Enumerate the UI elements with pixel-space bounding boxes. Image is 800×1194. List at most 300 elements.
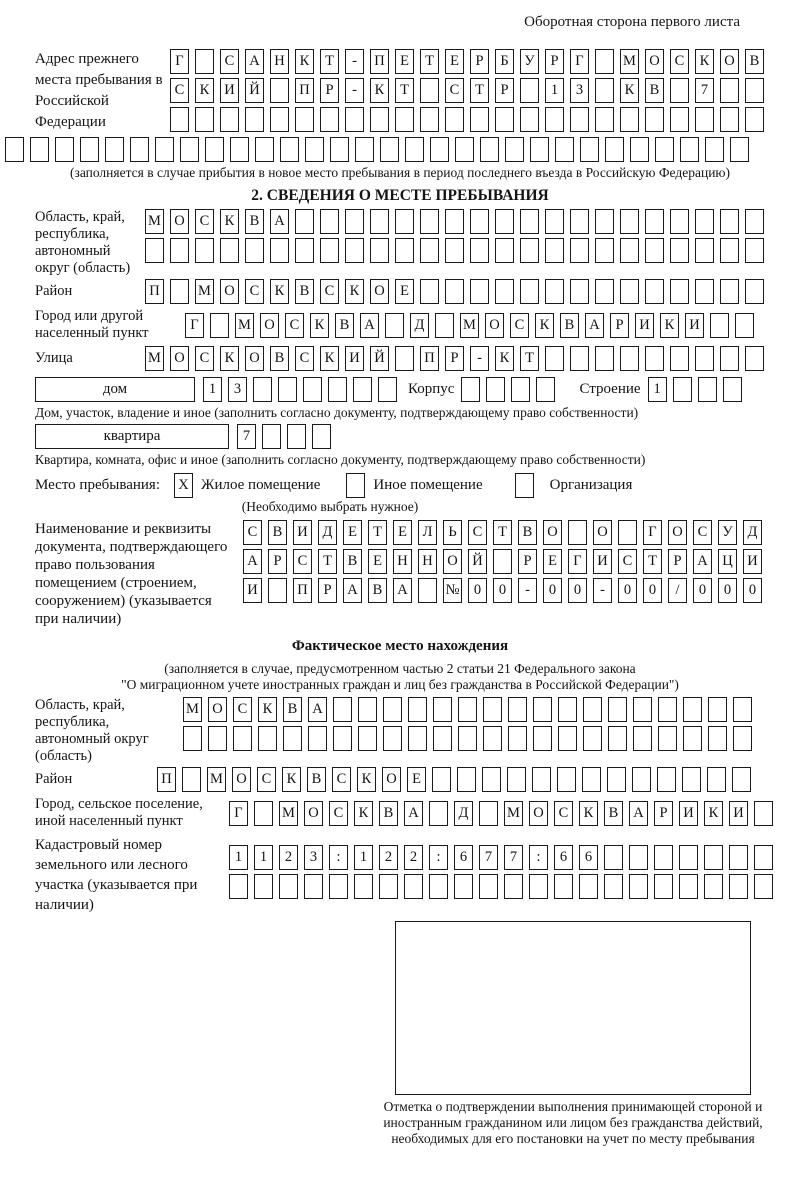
char-cell	[195, 49, 214, 74]
char-cell: О	[208, 697, 227, 722]
char-cell: 0	[618, 578, 637, 603]
char-cell: П	[145, 279, 164, 304]
char-cell	[262, 424, 281, 449]
char-cell	[420, 209, 439, 234]
char-cell	[457, 767, 476, 792]
actual-region-label: Область, край, республика, автономный округ (область)	[35, 697, 149, 764]
prev-address-row-4	[5, 137, 800, 162]
char-cell: С	[170, 78, 189, 103]
char-cell: М	[207, 767, 226, 792]
char-cell: Т	[420, 49, 439, 74]
char-cell	[480, 137, 499, 162]
char-cell: О	[645, 49, 664, 74]
char-cell: /	[668, 578, 687, 603]
char-cell	[346, 473, 365, 498]
char-cell: У	[520, 49, 539, 74]
char-cell	[536, 377, 555, 402]
char-cell: К	[695, 49, 714, 74]
apartment-number-cells	[237, 424, 331, 449]
char-cell: А	[308, 697, 327, 722]
char-cell	[245, 238, 264, 263]
char-cell: Е	[395, 279, 414, 304]
char-cell	[680, 137, 699, 162]
char-cell	[670, 209, 689, 234]
char-cell: -	[470, 346, 489, 371]
char-cell: С	[220, 49, 239, 74]
char-cell	[520, 107, 539, 132]
char-cell: С	[332, 767, 351, 792]
char-cell: В	[335, 313, 354, 338]
char-cell: 3	[304, 845, 323, 870]
char-cell: М	[195, 279, 214, 304]
char-cell	[720, 209, 739, 234]
char-cell	[358, 726, 377, 751]
char-cell: 6	[579, 845, 598, 870]
char-cell: К	[357, 767, 376, 792]
char-cell: П	[157, 767, 176, 792]
char-cell	[345, 107, 364, 132]
char-cell	[370, 107, 389, 132]
char-cell: 6	[554, 845, 573, 870]
char-cell	[620, 209, 639, 234]
char-cell: А	[629, 801, 648, 826]
char-cell	[433, 726, 452, 751]
stroenie-label: Строение	[579, 381, 641, 397]
char-cell: Е	[343, 520, 362, 545]
char-cell: С	[670, 49, 689, 74]
char-cell	[370, 209, 389, 234]
char-cell: Г	[229, 801, 248, 826]
char-cell	[580, 137, 599, 162]
char-cell	[670, 238, 689, 263]
char-cell: С	[245, 279, 264, 304]
char-cell	[445, 238, 464, 263]
char-cell	[658, 726, 677, 751]
district-row	[145, 279, 764, 304]
char-cell: 1	[545, 78, 564, 103]
char-cell: Г	[643, 520, 662, 545]
char-cell: 0	[743, 578, 762, 603]
char-cell	[429, 801, 448, 826]
char-cell: С	[195, 346, 214, 371]
char-cell: В	[645, 78, 664, 103]
char-cell: 1	[203, 377, 222, 402]
char-cell: В	[368, 578, 387, 603]
char-cell: М	[145, 209, 164, 234]
char-cell: А	[404, 801, 423, 826]
document-row-2	[243, 549, 762, 574]
char-cell	[630, 137, 649, 162]
char-cell	[230, 137, 249, 162]
char-cell: 0	[568, 578, 587, 603]
char-cell	[520, 279, 539, 304]
char-cell: У	[718, 520, 737, 545]
stay-type-option-organization: Организация	[549, 477, 633, 493]
char-cell	[495, 238, 514, 263]
char-cell	[461, 377, 480, 402]
char-cell: К	[579, 801, 598, 826]
char-cell: 7	[695, 78, 714, 103]
char-cell	[333, 726, 352, 751]
char-cell: В	[245, 209, 264, 234]
char-cell	[604, 845, 623, 870]
char-cell: А	[245, 49, 264, 74]
char-cell	[545, 107, 564, 132]
char-cell: Е	[407, 767, 426, 792]
char-cell: 1	[254, 845, 273, 870]
char-cell	[379, 874, 398, 899]
char-cell: О	[543, 520, 562, 545]
char-cell	[329, 874, 348, 899]
char-cell	[470, 279, 489, 304]
char-cell	[80, 137, 99, 162]
char-cell: И	[243, 578, 262, 603]
char-cell: :	[429, 845, 448, 870]
char-cell: Е	[368, 549, 387, 574]
char-cell	[673, 377, 692, 402]
char-cell: В	[283, 697, 302, 722]
char-cell: 6	[454, 845, 473, 870]
char-cell: Т	[493, 520, 512, 545]
char-cell	[723, 377, 742, 402]
char-cell: С	[693, 520, 712, 545]
char-cell: М	[183, 697, 202, 722]
char-cell: В	[343, 549, 362, 574]
prev-address-row-2	[170, 78, 764, 103]
char-cell	[432, 767, 451, 792]
char-cell	[683, 697, 702, 722]
char-cell	[220, 107, 239, 132]
char-cell: -	[593, 578, 612, 603]
char-cell	[754, 845, 773, 870]
char-cell	[345, 238, 364, 263]
char-cell: В	[560, 313, 579, 338]
char-cell	[605, 137, 624, 162]
char-cell: П	[293, 578, 312, 603]
stay-type-checkbox-residential	[174, 473, 193, 498]
char-cell	[645, 346, 664, 371]
char-cell	[328, 377, 347, 402]
char-cell	[486, 377, 505, 402]
char-cell	[745, 346, 764, 371]
char-cell: И	[593, 549, 612, 574]
char-cell: В	[307, 767, 326, 792]
char-cell	[708, 726, 727, 751]
char-cell	[385, 313, 404, 338]
char-cell	[520, 209, 539, 234]
char-cell	[595, 209, 614, 234]
region-block	[0, 209, 800, 277]
char-cell	[720, 279, 739, 304]
char-cell	[280, 137, 299, 162]
char-cell: Е	[393, 520, 412, 545]
char-cell: Н	[418, 549, 437, 574]
actual-region-row-2	[183, 726, 752, 751]
char-cell	[479, 874, 498, 899]
char-cell	[533, 726, 552, 751]
char-cell: С	[257, 767, 276, 792]
char-cell	[245, 107, 264, 132]
char-cell	[205, 137, 224, 162]
char-cell	[408, 726, 427, 751]
char-cell: 7	[237, 424, 256, 449]
char-cell: О	[529, 801, 548, 826]
char-cell: К	[282, 767, 301, 792]
actual-location-note-2: "О миграционном учете иностранных граждан и лиц без гражданства в Российской Федерации")	[121, 677, 679, 692]
char-cell	[355, 137, 374, 162]
char-cell: М	[504, 801, 523, 826]
char-cell	[604, 874, 623, 899]
char-cell: К	[310, 313, 329, 338]
street-label: Улица	[35, 350, 73, 366]
char-cell	[620, 107, 639, 132]
char-cell: С	[329, 801, 348, 826]
char-cell	[130, 137, 149, 162]
char-cell	[330, 137, 349, 162]
char-cell	[695, 107, 714, 132]
char-cell	[583, 726, 602, 751]
char-cell: К	[195, 78, 214, 103]
cadastre-row-1	[229, 845, 773, 870]
char-cell: О	[245, 346, 264, 371]
char-cell: 1	[354, 845, 373, 870]
char-cell	[270, 107, 289, 132]
char-cell	[529, 874, 548, 899]
char-cell: И	[679, 801, 698, 826]
char-cell	[495, 209, 514, 234]
char-cell: С	[618, 549, 637, 574]
char-cell	[155, 137, 174, 162]
char-cell	[654, 845, 673, 870]
region-label: Область, край, республика, автономный округ (область)	[35, 209, 131, 276]
char-cell	[320, 107, 339, 132]
actual-district-row	[157, 767, 751, 792]
char-cell: №	[443, 578, 462, 603]
document-row-3	[243, 578, 762, 603]
char-cell: Р	[268, 549, 287, 574]
char-cell: О	[304, 801, 323, 826]
char-cell	[720, 346, 739, 371]
char-cell: К	[370, 78, 389, 103]
char-cell	[395, 209, 414, 234]
char-cell	[483, 697, 502, 722]
char-cell: И	[635, 313, 654, 338]
char-cell	[270, 238, 289, 263]
actual-location-title: Фактическое место нахождения	[291, 638, 509, 654]
char-cell	[654, 874, 673, 899]
char-cell	[504, 874, 523, 899]
char-cell: И	[220, 78, 239, 103]
char-cell	[729, 874, 748, 899]
char-cell	[570, 238, 589, 263]
char-cell	[320, 209, 339, 234]
char-cell: К	[220, 209, 239, 234]
char-cell	[570, 346, 589, 371]
char-cell: В	[295, 279, 314, 304]
char-cell: Д	[410, 313, 429, 338]
char-cell: Т	[320, 49, 339, 74]
char-cell	[620, 346, 639, 371]
char-cell	[170, 107, 189, 132]
char-cell	[354, 874, 373, 899]
char-cell: Й	[468, 549, 487, 574]
char-cell: Р	[668, 549, 687, 574]
char-cell: О	[260, 313, 279, 338]
char-cell	[695, 346, 714, 371]
korpus-label: Корпус	[408, 381, 455, 397]
char-cell: Р	[445, 346, 464, 371]
char-cell	[380, 137, 399, 162]
char-cell	[507, 767, 526, 792]
char-cell	[745, 279, 764, 304]
char-cell: 3	[570, 78, 589, 103]
char-cell	[303, 377, 322, 402]
actual-district-label: Район	[35, 771, 73, 787]
region-row-1	[145, 209, 764, 234]
char-cell	[545, 346, 564, 371]
char-cell: К	[270, 279, 289, 304]
char-cell: Р	[320, 78, 339, 103]
char-cell	[182, 767, 201, 792]
char-cell	[180, 137, 199, 162]
char-cell	[607, 767, 626, 792]
char-cell: К	[258, 697, 277, 722]
char-cell	[745, 78, 764, 103]
char-cell	[279, 874, 298, 899]
document-row-1	[243, 520, 762, 545]
char-cell: О	[485, 313, 504, 338]
char-cell	[445, 279, 464, 304]
char-cell	[305, 137, 324, 162]
char-cell	[582, 767, 601, 792]
document-block	[0, 520, 800, 628]
char-cell: С	[285, 313, 304, 338]
char-cell: М	[620, 49, 639, 74]
char-cell	[679, 845, 698, 870]
char-cell	[515, 473, 534, 498]
char-cell: О	[220, 279, 239, 304]
char-cell: К	[354, 801, 373, 826]
char-cell	[733, 697, 752, 722]
char-cell	[482, 767, 501, 792]
char-cell	[420, 279, 439, 304]
char-cell: А	[243, 549, 262, 574]
char-cell	[511, 377, 530, 402]
char-cell	[470, 107, 489, 132]
char-cell	[295, 107, 314, 132]
char-cell	[595, 279, 614, 304]
char-cell: О	[382, 767, 401, 792]
char-cell	[657, 767, 676, 792]
char-cell	[395, 238, 414, 263]
char-cell: 7	[504, 845, 523, 870]
char-cell	[695, 209, 714, 234]
char-cell	[570, 209, 589, 234]
char-cell	[545, 238, 564, 263]
char-cell: 0	[468, 578, 487, 603]
char-cell	[558, 726, 577, 751]
char-cell	[530, 137, 549, 162]
char-cell	[730, 137, 749, 162]
char-cell	[320, 238, 339, 263]
char-cell	[555, 137, 574, 162]
actual-region-row-1	[183, 697, 752, 722]
district-label: Район	[35, 283, 73, 299]
city-label: Город или другой населенный пункт	[35, 308, 149, 341]
char-cell: Е	[543, 549, 562, 574]
char-cell: М	[460, 313, 479, 338]
house-block	[0, 376, 800, 402]
char-cell	[683, 726, 702, 751]
char-cell: С	[293, 549, 312, 574]
char-cell	[608, 726, 627, 751]
char-cell: О	[170, 209, 189, 234]
char-cell: Г	[568, 549, 587, 574]
char-cell: Т	[643, 549, 662, 574]
char-cell	[557, 767, 576, 792]
char-cell: А	[360, 313, 379, 338]
char-cell	[554, 874, 573, 899]
char-cell	[170, 238, 189, 263]
char-cell	[254, 801, 273, 826]
char-cell: О	[668, 520, 687, 545]
char-cell: П	[420, 346, 439, 371]
char-cell	[395, 107, 414, 132]
char-cell	[445, 107, 464, 132]
char-cell: А	[270, 209, 289, 234]
char-cell	[632, 767, 651, 792]
char-cell	[420, 107, 439, 132]
char-cell	[420, 238, 439, 263]
char-cell: 0	[643, 578, 662, 603]
char-cell	[378, 377, 397, 402]
char-cell	[405, 137, 424, 162]
char-cell: О	[593, 520, 612, 545]
stay-type-option-residential: Жилое помещение	[201, 477, 321, 493]
char-cell: С	[468, 520, 487, 545]
char-cell	[479, 801, 498, 826]
char-cell	[170, 279, 189, 304]
apartment-block	[0, 424, 800, 449]
actual-district-block	[0, 767, 800, 792]
char-cell	[645, 107, 664, 132]
char-cell: Р	[610, 313, 629, 338]
char-cell: О	[370, 279, 389, 304]
char-cell	[545, 209, 564, 234]
char-cell	[404, 874, 423, 899]
char-cell: И	[685, 313, 704, 338]
char-cell	[370, 238, 389, 263]
char-cell	[695, 279, 714, 304]
char-cell: В	[270, 346, 289, 371]
char-cell: Т	[318, 549, 337, 574]
char-cell: К	[220, 346, 239, 371]
char-cell	[595, 346, 614, 371]
char-cell	[493, 549, 512, 574]
char-cell: К	[345, 279, 364, 304]
char-cell	[670, 279, 689, 304]
char-cell: С	[554, 801, 573, 826]
char-cell	[595, 238, 614, 263]
char-cell	[270, 78, 289, 103]
prev-address-row-3	[170, 107, 764, 132]
char-cell: Б	[495, 49, 514, 74]
char-cell: О	[443, 549, 462, 574]
char-cell: И	[729, 801, 748, 826]
char-cell: Д	[454, 801, 473, 826]
char-cell: С	[195, 209, 214, 234]
char-cell	[645, 279, 664, 304]
